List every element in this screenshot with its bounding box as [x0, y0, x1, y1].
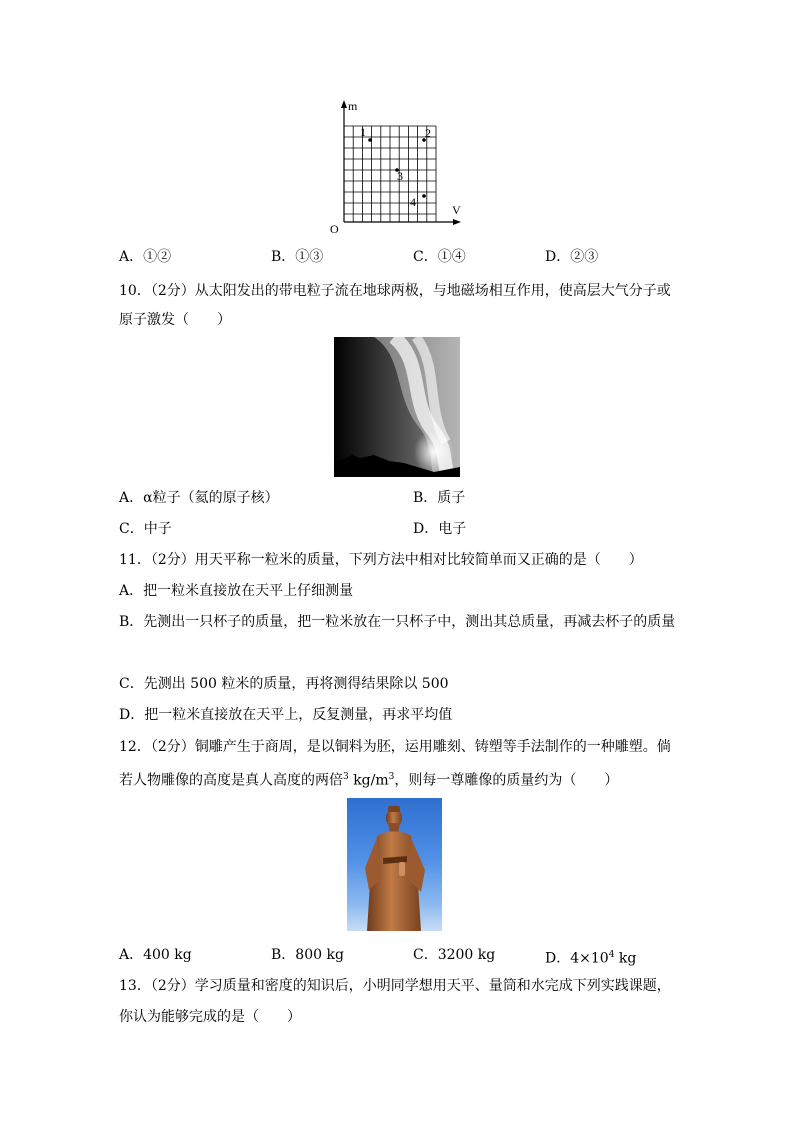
origin-label: O: [330, 222, 339, 236]
q11-option-c: C．先测出 500 粒米的质量，再将测得结果除以 500: [119, 676, 449, 692]
q10-option-a: A．α粒子（氦的原子核）: [119, 490, 279, 506]
q12-stem-line2: [119, 767, 618, 791]
q12-option-c: C．3200 kg: [413, 947, 496, 963]
q12-stem-line2-prefix: 若人物雕像的高度是真人高度的两倍: [119, 772, 343, 789]
point-2-label: 2: [425, 126, 431, 140]
q10-stem-line1: 10．（2分）从太阳发出的带电粒子流在地球两极，与地磁场相互作用，使高层大气分子或: [119, 283, 671, 299]
point-4: [422, 194, 426, 198]
q10-option-c: C．中子: [119, 521, 172, 537]
q12-option-b: B．800 kg: [271, 947, 344, 963]
q13-stem-line1: 13．（2分）学习质量和密度的知识后，小明同学想用天平、量筒和水完成下列实践课题，: [119, 978, 671, 994]
q11-option-a: A．把一粒米直接放在天平上仔细测量: [119, 583, 354, 599]
q9-option-b: B．①③: [271, 249, 324, 265]
point-4-label: 4: [410, 195, 416, 209]
q11-option-b: B．先测出一只杯子的质量，把一粒米放在一只杯子中，测出其总质量，再减去杯子的质量: [119, 614, 676, 630]
point-1-label: 1: [360, 125, 366, 139]
q12-stem-line1: 12．（2分）铜雕产生于商周，是以铜料为胚，运用雕刻、铸塑等手法制作的一种雕塑。倘: [119, 739, 671, 755]
q10-stem-line2: 原子激发（ ）: [119, 312, 231, 328]
q12-stem-line2-suffix: ，则每一尊雕像的质量约为（ ）: [394, 772, 619, 789]
y-axis-arrow: [341, 100, 347, 108]
q11-option-d: D．把一粒米直接放在天平上，反复测量，再求平均值: [119, 707, 453, 723]
q12-option-d-sup: 4: [608, 950, 615, 960]
q12-stem-line2-sup: 3: [343, 772, 349, 782]
q10-option-b: B．质子: [413, 490, 466, 506]
x-axis-arrow: [453, 219, 461, 225]
point-1: [368, 138, 372, 142]
q12-option-a: A．400 kg: [119, 947, 192, 963]
x-axis-label: V: [452, 203, 461, 217]
mass-volume-graph: [326, 96, 476, 236]
q11-stem: 11．（2分）用天平称一粒米的质量，下列方法中相对比较简单而又正确的是（ ）: [119, 552, 643, 568]
q12-option-d-suffix: kg: [614, 950, 637, 967]
bronze-statue-photo: [347, 798, 442, 931]
graph-grid: [344, 126, 436, 222]
point-3-label: 3: [397, 169, 403, 183]
q13-stem-line2: 你认为能够完成的是（ ）: [119, 1009, 301, 1025]
q9-option-c: C．①④: [413, 249, 466, 265]
y-axis-label: m: [348, 99, 358, 113]
q9-option-d: D．②③: [545, 249, 599, 265]
q12-stem-line2-unit-sup: 3: [388, 772, 395, 782]
aurora-photo: [334, 337, 460, 477]
q10-option-d: D．电子: [413, 521, 467, 537]
q9-option-a: A．①②: [119, 249, 172, 265]
q12-stem-line2-unit: kg/m: [353, 772, 389, 789]
q12-option-d: [545, 945, 636, 969]
q12-option-d-prefix: D．4×10: [545, 950, 609, 967]
